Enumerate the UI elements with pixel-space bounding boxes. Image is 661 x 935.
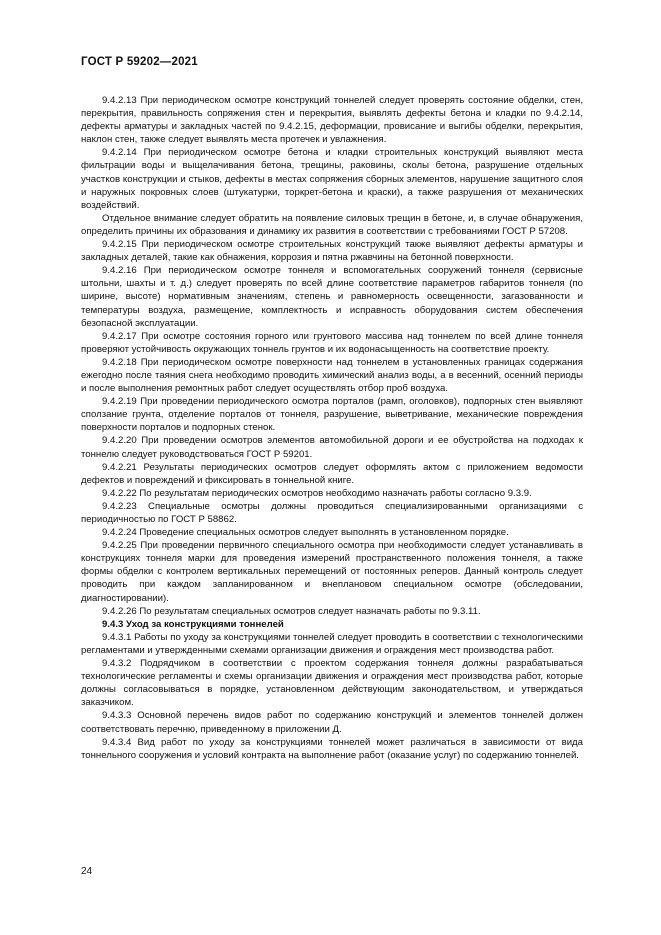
document-body: [81, 94, 583, 762]
paragraph-9-4-2-17: 9.4.2.17 При осмотре состояния горного или грунтового массива над тоннелем по всей длине тоннеля проверяют устойчивость окружающих тоннель грунтов и их водонасыщенность на соответствие проекту.: [81, 330, 583, 355]
section-heading-9-4-3: 9.4.3 Уход за конструкциями тоннелей: [102, 618, 284, 630]
paragraph-9-4-2-24: 9.4.2.24 Проведение специальных осмотров следует выполнять в установленном порядке.: [102, 527, 509, 539]
paragraph-9-4-2-18: 9.4.2.18 При периодическом осмотре поверхности над тоннелем в установленных границах содержания ежегодно после таяния снега необходимо проводить химический анализ воды, а в весенний, осенний периоды и после выполнения ремонтных работ следует осуществлять отбор проб воздуха.: [81, 356, 583, 395]
paragraph-9-4-2-21: 9.4.2.21 Результаты периодических осмотров следует оформлять актом с приложением ведомости дефектов и повреждений и фиксировать в тоннельной книге.: [81, 461, 583, 486]
paragraph-9-4-3-1: 9.4.3.1 Работы по уходу за конструкциями тоннелей следует проводить в соответствии с технологическими регламентами и утвержденными схемами организации движения и ограждения мест производства работ.: [81, 631, 583, 656]
document-code-header: ГОСТ Р 59202—2021: [81, 56, 198, 68]
paragraph-9-4-2-16: 9.4.2.16 При периодическом осмотре тоннеля и вспомогательных сооружений тоннеля (сервисные штольни, шахты и т. д.) следует проверять по всей длине соответствие параметров габаритов тоннеля (по ширине, высоте) нормативным значениям, степень и равномерность освещенности, загазованности и температуры воздуха, размещение, комплектность и исправность оборудования систем обеспечения безопасной эксплуатации.: [81, 265, 583, 329]
paragraph-9-4-2-20: 9.4.2.20 При проведении осмотров элементов автомобильной дороги и ее обустройства на подходах к тоннелю следует руководствоваться ГОСТ Р 59201.: [81, 435, 583, 460]
paragraph-9-4-2-25: 9.4.2.25 При проведении первичного специального осмотра при необходимости следует устанавливать в конструкциях тоннеля марки для проведения измерений пространственного положения тоннеля, а также формы обделки с контролем вертикальных перемещений от постоянных реперов. Данный контроль следует проводить при каждом запланированном и внеплановом специальном осмотре (обследовании, диагностировании).: [81, 540, 583, 604]
paragraph-9-4-2-26: 9.4.2.26 По результатам специальных осмотров следует назначать работы по 9.3.11.: [102, 605, 481, 617]
paragraph-9-4-2-19: 9.4.2.19 При проведении периодического осмотра порталов (рамп, оголовков), подпорных стен выявляют сползание грунта, отделение порталов от тоннеля, разрушение, выветривание, механические повреждения поверхности порталов и подпорных стенок.: [81, 396, 583, 434]
paragraph-9-4-2-14: 9.4.2.14 При периодическом осмотре бетона и кладки строительных конструкций выявляют места фильтрации воды и выщелачивания бетона, трещины, раковины, сколы бетона, разрушение отдельных участков конструкции и стыков, дефекты в местах сопряжения сборных элементов, нарушение защитного слоя и наружных покровных слоев (штукатурки, торкрет-бетона и краски), а также разрушения от механических воздействий.: [81, 147, 583, 211]
paragraph-9-4-2-22: 9.4.2.22 По результатам периодических осмотров необходимо назначать работы согласно 9.3.9.: [102, 487, 532, 499]
paragraph-9-4-2-23: 9.4.2.23 Специальные осмотры должны проводиться специализированными организациями с периодичностью по ГОСТ Р 58862.: [81, 500, 583, 525]
paragraph-cracks-note: Отдельное внимание следует обратить на появление силовых трещин в бетоне, и, в случае обнаружения, определить причины их образования и динамику их развития в соответствии с требованиями ГОСТ Р 57208.: [81, 212, 583, 237]
paragraph-9-4-2-13: 9.4.2.13 При периодическом осмотре конструкций тоннелей следует проверять состояние обделки, стен, перекрытия, правильность сопряжения стен и перекрытия, выявлять дефекты бетона и кладки по 9.4.2.14, дефекты арматуры и закладных частей по 9.4.2.15, деформации, провисание и выгибы обделки, перекрытия, наклон стен, также следует выявлять места протечек и увлажнения.: [81, 95, 583, 146]
paragraph-9-4-3-3: 9.4.3.3 Основной перечень видов работ по содержанию конструкций и элементов тоннелей должен соответствовать перечню, приведенному в приложении Д.: [81, 710, 583, 735]
paragraph-9-4-3-2: 9.4.3.2 Подрядчиком в соответствии с проектом содержания тоннеля должны разрабатываться технологические регламенты и схемы организации движения и ограждения мест производства работ, которые должны согласовываться в порядке, установленном действующим законодательством, и утверждаться заказчиком.: [81, 658, 583, 709]
paragraph-9-4-3-4: 9.4.3.4 Вид работ по уходу за конструкциями тоннелей может различаться в зависимости от вида тоннельного сооружения и условий контракта на выполнение работ (оказание услуг) по содержанию тоннелей.: [81, 736, 583, 761]
paragraph-9-4-2-15: 9.4.2.15 При периодическом осмотре строительных конструкций также выявляют дефекты арматуры и закладных деталей, такие как обнажения, коррозия и пятна ржавчины на бетонной поверхности.: [81, 239, 583, 264]
page-number: 24: [81, 866, 93, 877]
